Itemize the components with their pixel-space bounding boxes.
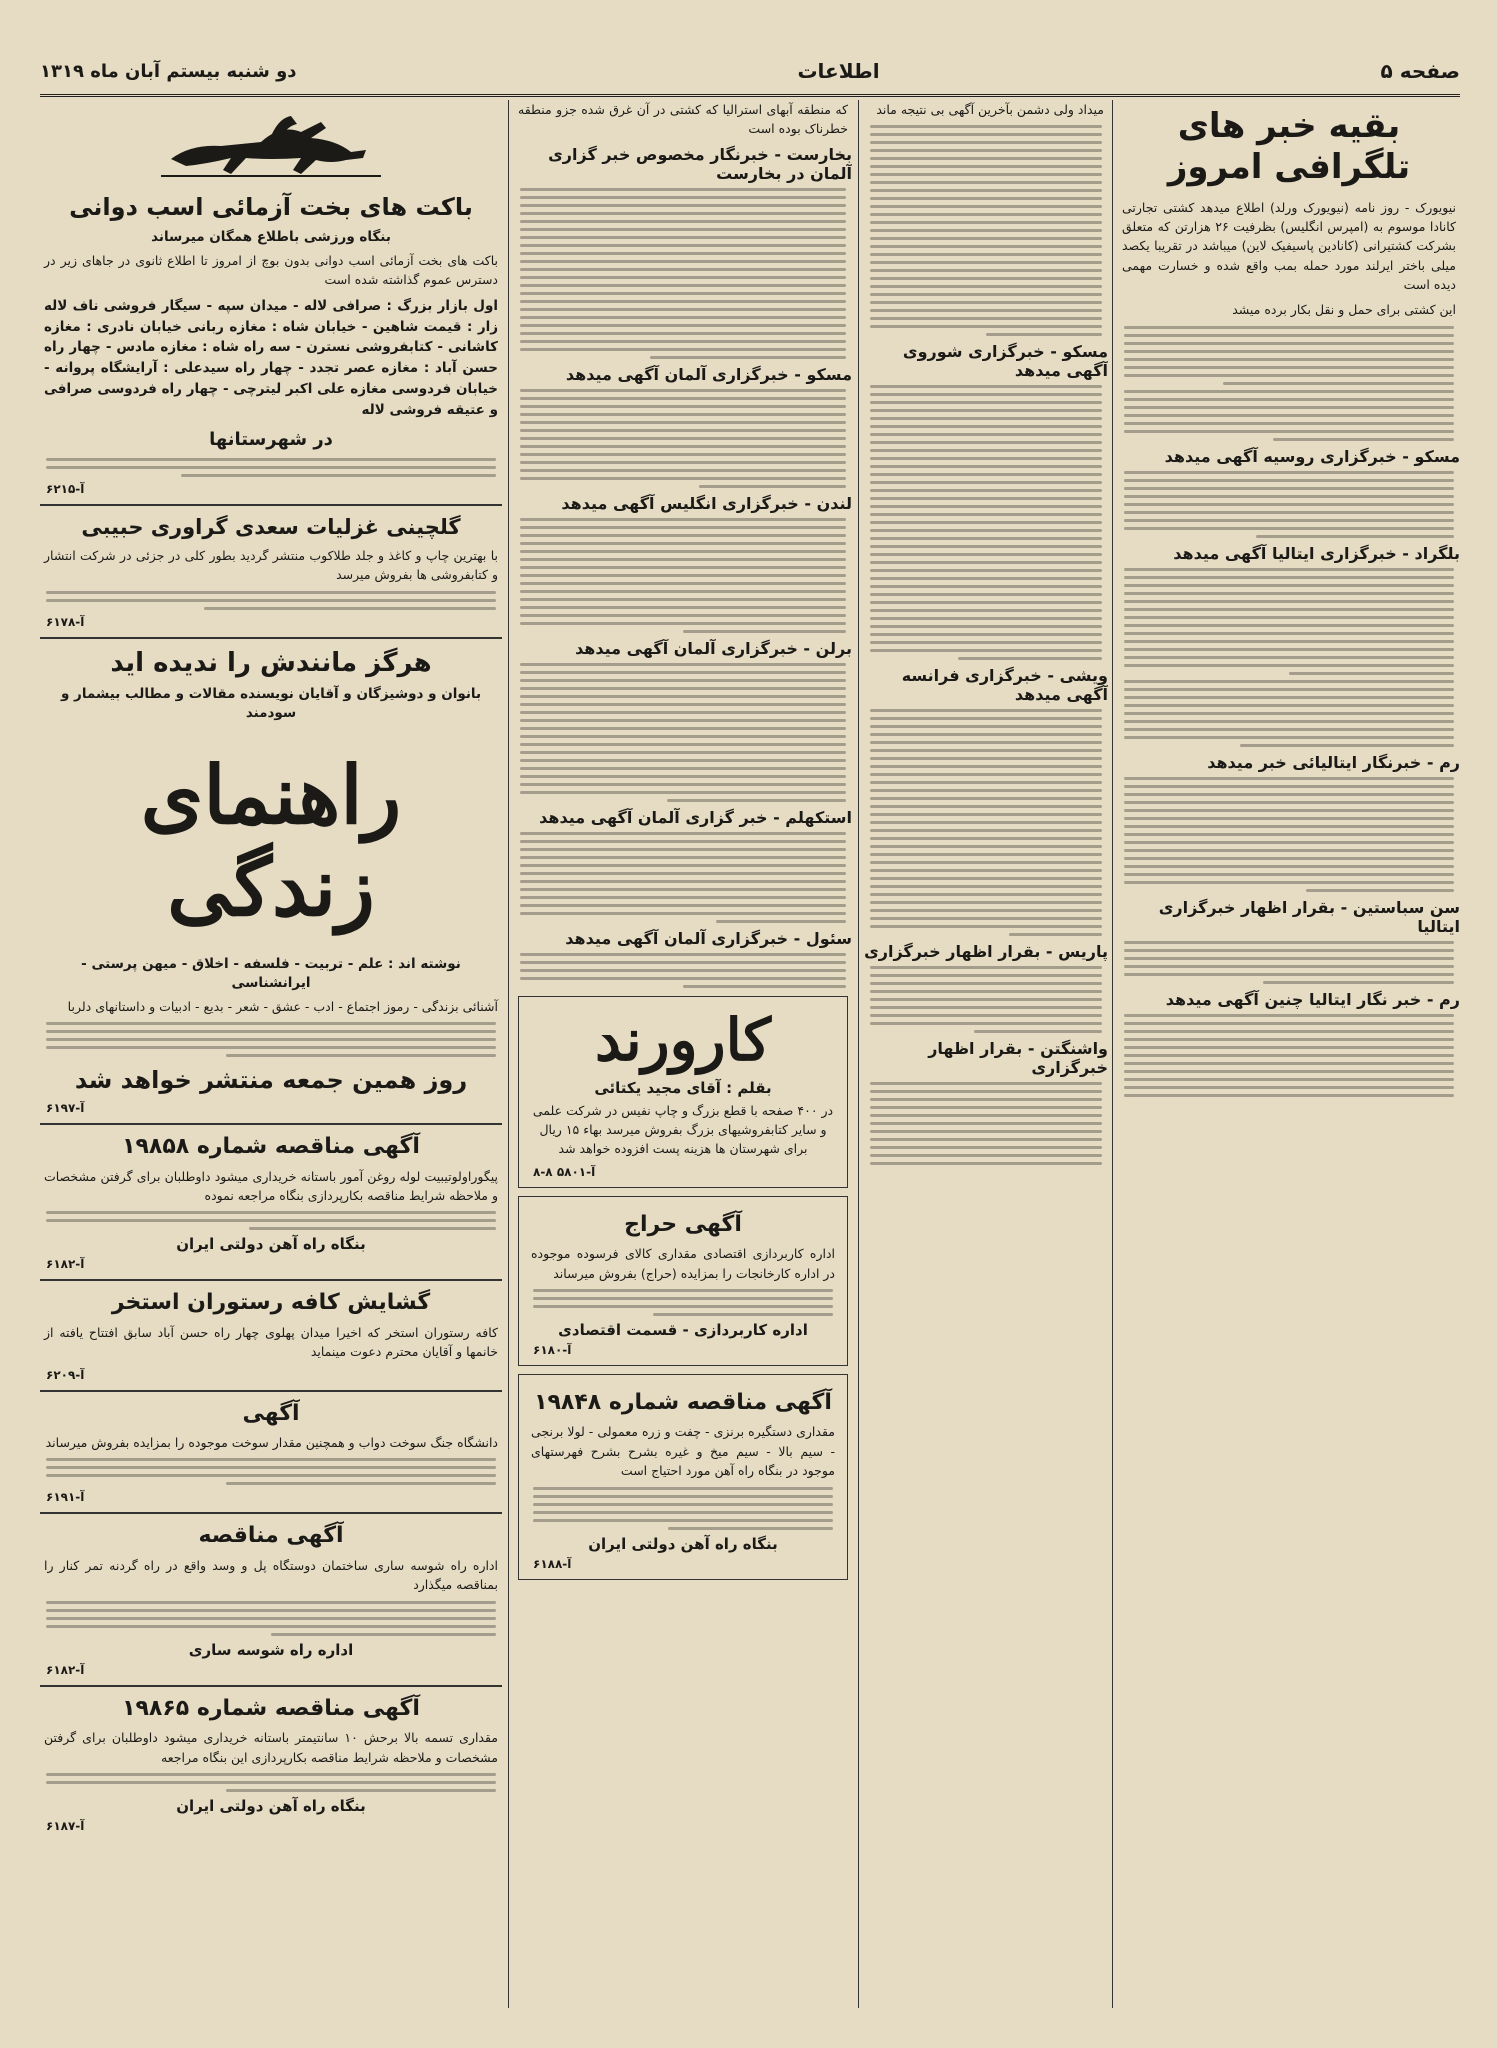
rahnama-title: راهنمای زندگی	[140, 747, 402, 934]
race-title: باکت های بخت آزمائی اسب دوانی	[69, 193, 473, 221]
page-number: صفحه ۵	[1380, 59, 1460, 83]
race-ref: آ-۶۲۱۵	[46, 481, 85, 496]
news-dateline-moscow: مسکو - خبرگزاری روسیه آگهی میدهد	[1164, 446, 1460, 466]
rahnama-subjects: نوشته اند : علم - تربیت - فلسفه - اخلاق - میهن پرستی - ایرانشناسی	[81, 955, 461, 991]
column-rule	[858, 100, 859, 2008]
news-dateline-belgrade: بلگراد - خبرگزاری ایتالیا آگهی میدهد	[1173, 543, 1460, 563]
body-text-lines	[870, 966, 1102, 1033]
news-dateline-san-sebastian: سن سباستین - بقرار اظهار خبرگزاری ایتالیا	[1158, 897, 1460, 936]
divider	[40, 1279, 502, 1281]
column-news-continued	[864, 100, 1108, 2008]
tender1-title: آگهی مناقصه شماره ۱۹۸۵۸	[122, 1134, 420, 1160]
body-text-lines	[46, 591, 496, 610]
ad-rahnama-zendegi	[40, 647, 502, 1115]
body-text-lines	[46, 1458, 496, 1485]
rahnama-text: آشنائی بزندگی - رموز اجتماع - ادب - عشق - شعر - بدیع - ادبیات و داستانهای دلربا	[67, 998, 498, 1014]
news-dateline-washington: واشنگتن - بقرار اظهار خبرگزاری	[928, 1039, 1108, 1078]
race-cities: در شهرستانها	[209, 429, 333, 451]
body-text-lines	[520, 663, 846, 802]
body-text-lines	[1124, 777, 1454, 892]
news-paragraph: این کشتی برای حمل و نقل بکار برده میشد	[1232, 302, 1456, 318]
news-dateline-newyork: نیویورک - روز نامه (نیویورک ورلد) اطلاع میدهد کشتی تجارتی کانادا موسوم به (امپرس انگلیس) بظرفیت ۲۶ هزارتن که متعلق بشرکت کشتیرانی (کانادین پاسیفیک لاین) میباشد در تقریبا یکصد میلی باختر ایرلند مورد حمله بمب واقع شده و خسارت مهمی دیده است	[1122, 199, 1456, 293]
news-dateline-london: لندن - خبرگزاری انگلیس آگهی میدهد	[561, 493, 852, 513]
body-text-lines	[1124, 680, 1454, 747]
auction-title: آگهی حراج	[624, 1211, 742, 1237]
column-news-and-ads	[514, 100, 852, 2008]
news-paragraph: که منطقه آبهای استرالیا که کشتی در آن غرق شده جزو منطقه خطرناک بوده است	[518, 102, 848, 137]
body-text-lines	[533, 1289, 833, 1316]
news-dateline-seoul: سئول - خبرگزاری آلمان آگهی میدهد	[565, 928, 852, 948]
body-text-lines	[46, 1022, 496, 1057]
ad-tender-19848	[518, 1374, 848, 1580]
tender2-ref: آ-۶۱۸۲	[46, 1662, 85, 1677]
divider	[40, 504, 502, 506]
karvand-title: کارورند	[595, 1005, 771, 1074]
notice-text: دانشگاه جنگ سوخت دواب و همچنین مقدار سوخت موجوده را بمزایده بفروش میرساند	[45, 1435, 498, 1451]
horse-race-icon	[151, 104, 391, 184]
golchin-title: گلچینی غزلیات سعدی گراوری حبیبی	[81, 514, 461, 539]
tender1-ref: آ-۶۱۸۲	[46, 1257, 85, 1272]
column-rule	[1112, 100, 1113, 2008]
body-text-lines	[870, 385, 1102, 660]
ad-notice	[40, 1400, 502, 1505]
tender3-title: آگهی مناقصه شماره ۱۹۸۶۵	[122, 1695, 420, 1721]
ad-tender-19858	[40, 1133, 502, 1271]
race-text: باکت های بخت آزمائی اسب دوانی بدون بوچ از امروز تا اطلاع ثانوی در جاهای زیر در دسترس عموم گذاشته شده است	[44, 252, 498, 288]
tender3-text: مقداری تسمه بالا برحش ۱۰ سانتیمتر باستانه خریداری میشود داوطلبان برای گرفتن مشخصات و ملاحظه شرایط مناقصه بکارپردازی این بنگاه مراجعه	[44, 1730, 498, 1765]
ad-golchin-book	[40, 514, 502, 629]
body-text-lines	[870, 1082, 1102, 1165]
body-text-lines	[520, 188, 846, 359]
rahnama-ref: آ-۶۱۹۷	[46, 1101, 85, 1116]
karvand-text: در ۴۰۰ صفحه با قطع بزرگ و چاپ نفیس در شرکت علمی و سایر کتابفروشیهای بزرگ بفروش میرسد بهاء ۱۵ ریال برای شهرستان ها هزینه پست افزوده خواهد شد	[532, 1102, 834, 1157]
race-subtitle: بنگاه ورزشی باطلاع همگان میرساند	[151, 229, 391, 245]
paper-name: اطلاعات	[797, 59, 880, 83]
body-text-lines	[46, 458, 496, 477]
body-text-lines	[1124, 326, 1454, 385]
never-title: هرگز مانندش را ندیده اید	[110, 647, 432, 678]
news-dateline-paris: پاریس - بقرار اظهار خبرگزاری	[864, 942, 1108, 962]
race-places: اول بازار بزرگ : صرافی لاله - میدان سپه - سیگار فروشی ناف لاله زار : قیمت شاهین - خیابان شاه : مغازه ربانی خیابان نادری : مغازه کاشانی - کتابفروشی نسترن - سه راه شاه : مغازه مادس - چهار راه حسن آباد : مغازه عصر تجدد - چهار راه سیدعلی : آرایشگاه پروانه - خیابان فردوسی مغازه علی اکبر لیترچی - چهار راه فردوسی صرافی و عتیقه فروشی لاله	[44, 297, 498, 419]
tender3-sign: بنگاه راه آهن دولتی ایران	[176, 1796, 366, 1815]
body-text-lines	[533, 1487, 833, 1530]
auction-text: اداره کاربردازی اقتصادی مقداری کالای فرسوده موجوده در اداره کارخانجات را بمزایده (حراج) بفروش میرساند	[531, 1246, 835, 1281]
masthead	[40, 48, 1460, 97]
tender2-title: آگهی مناقصه	[198, 1523, 344, 1549]
tender-title: آگهی مناقصه شماره ۱۹۸۴۸	[534, 1389, 832, 1415]
ad-tender-19865	[40, 1695, 502, 1833]
notice-title: آگهی	[242, 1400, 300, 1426]
auction-ref: آ-۶۱۸۰	[533, 1342, 572, 1357]
column-advertisements	[40, 100, 502, 2008]
never-text: بانوان و دوشیزگان و آقایان نویسنده مقالات و مطالب بیشمار و سودمند	[60, 686, 482, 722]
body-text-lines	[1124, 568, 1454, 675]
cafe-title: گشایش کافه رستوران استخر	[111, 1290, 431, 1316]
ad-tender-sari-road	[40, 1522, 502, 1676]
body-text-lines	[1124, 471, 1454, 538]
body-text-lines	[520, 953, 846, 988]
tender3-ref: آ-۶۱۸۷	[46, 1818, 85, 1833]
tender2-sign: اداره راه شوسه ساری	[188, 1640, 354, 1659]
news-dateline-moscow: مسکو - خبرگزاری شوروی آگهی میدهد	[902, 342, 1108, 381]
news-paragraph: میداد ولی دشمن بآخرین آگهی بی نتیجه ماند	[876, 102, 1104, 117]
tender-ref: آ-۶۱۸۸	[533, 1556, 572, 1571]
headline-telegraph-news: بقیه خبر های تلگرافی امروز	[1167, 106, 1411, 187]
auction-sign: اداره کاربردازی - قسمت اقتصادی	[558, 1320, 808, 1339]
tender-text: مقداری دستگیره برنزی - چفت و زره معمولی - لولا برنجی - سیم بالا - سیم میخ و غیره بشرح بشرح فهرستهای موجود در بنگاه راه آهن مورد احتیاج است	[531, 1424, 835, 1479]
news-dateline-rome-2: رم - خبر نگار ایتالیا چنین آگهی میدهد	[1165, 989, 1460, 1009]
tender-sign: بنگاه راه آهن دولتی ایران	[588, 1534, 778, 1553]
ad-auction	[518, 1196, 848, 1366]
cafe-text: کافه رستوران استخر که اخیرا میدان پهلوی چهار راه حسن آباد سابق افتتاح یافته از خانمها و آقایان محترم دعوت مینماید	[44, 1324, 498, 1360]
tender2-text: اداره راه شوسه ساری ساختمان دوستگاه پل و وسد واقع در راه گردنه تمر کنار را بمناقصه میگذارد	[44, 1557, 498, 1593]
body-text-lines	[46, 1211, 496, 1230]
ad-horse-race-tickets	[40, 104, 502, 496]
karvand-author: بقلم : آقای مجید یکتائی	[594, 1078, 772, 1097]
divider	[40, 1390, 502, 1392]
issue-date: دو شنبه بیستم آبان ماه ۱۳۱۹	[40, 60, 297, 82]
column-rule	[508, 100, 509, 2008]
golchin-text: با بهترین چاپ و کاغذ و جلد طلاکوب منتشر گردید بطور کلی در جزئی در شرکت انتشار و کتابفروشی ها بفروش میرسد	[44, 547, 498, 583]
body-text-lines	[520, 389, 846, 488]
body-text-lines	[1124, 1014, 1454, 1097]
rahnama-date: روز همین جمعه منتشر خواهد شد	[74, 1066, 468, 1095]
news-dateline-vichy: ویشی - خبرگزاری فرانسه آگهی میدهد	[901, 666, 1108, 705]
body-text-lines	[1124, 941, 1454, 984]
news-dateline-moscow: مسکو - خبرگزاری آلمان آگهی میدهد	[565, 364, 852, 384]
body-text-lines	[870, 709, 1102, 936]
news-dateline-stockholm: استکهلم - خبر گزاری آلمان آگهی میدهد	[539, 807, 852, 827]
tender1-text: پیگوراولوتیبیت لوله روغن آمور باستانه خریداری میشود داوطلبان برای گرفتن مشخصات و ملاحظه شرایط مناقصه بکارپردازی بنگاه مراجعه نموده	[44, 1168, 498, 1203]
notice-ref: آ-۶۱۹۱	[46, 1490, 85, 1505]
divider	[40, 1512, 502, 1514]
body-text-lines	[520, 832, 846, 923]
news-dateline-berlin: برلن - خبرگزاری آلمان آگهی میدهد	[575, 638, 852, 658]
tender1-sign: بنگاه راه آهن دولتی ایران	[176, 1235, 366, 1254]
ad-cafe-estakhr	[40, 1289, 502, 1381]
divider	[40, 1685, 502, 1687]
body-text-lines	[1124, 390, 1454, 441]
body-text-lines	[46, 1773, 496, 1792]
cafe-ref: آ-۶۲۰۹	[46, 1367, 85, 1382]
news-dateline-rome: رم - خبرنگار ایتالیائی خبر میدهد	[1207, 752, 1460, 772]
divider	[40, 1123, 502, 1125]
divider	[40, 637, 502, 639]
ad-karvand-book	[518, 996, 848, 1188]
body-text-lines	[870, 125, 1102, 336]
body-text-lines	[520, 518, 846, 633]
golchin-ref: آ-۶۱۷۸	[46, 614, 85, 629]
body-text-lines	[46, 1601, 496, 1636]
karvand-ref: ۸-۸ آ-۵۸۰۱	[533, 1164, 596, 1179]
news-dateline-bucharest: بخارست - خبرنگار مخصوص خبر گزاری آلمان در بخارست	[548, 144, 852, 183]
column-telegraph-news	[1118, 100, 1460, 2008]
